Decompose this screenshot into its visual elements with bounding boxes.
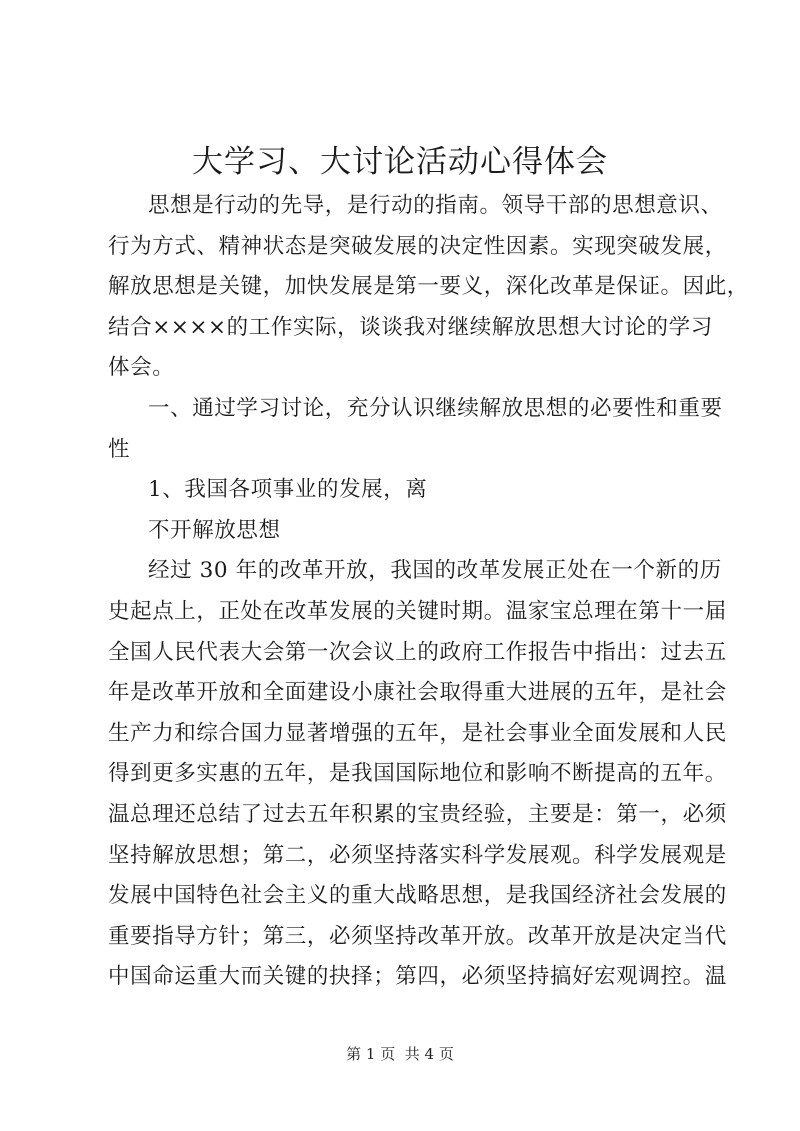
text-line: 史起点上，正处在改革发展的关键时期。温家宝总理在第十一届 bbox=[108, 598, 727, 624]
document-body bbox=[108, 186, 749, 998]
section-heading-line: 性 bbox=[108, 436, 131, 462]
text-line: 温总理还总结了过去五年积累的宝贵经验，主要是：第一，必须 bbox=[108, 801, 727, 827]
document-title: 大学习、大讨论活动心得体会 bbox=[192, 144, 608, 180]
text-line: 年是改革开放和全面建设小康社会取得重大进展的五年，是社会 bbox=[108, 680, 727, 706]
text-line: 解放思想是关键，加快发展是第一要义，深化改革是保证。因此， bbox=[108, 274, 749, 300]
text-line: 全国人民代表大会第一次会议上的政府工作报告中指出：过去五 bbox=[108, 639, 727, 665]
page-footer: 第 1 页 共 4 页 bbox=[346, 1045, 454, 1063]
text-line: 重要指导方针；第三，必须坚持改革开放。改革开放是决定当代 bbox=[108, 923, 727, 949]
text-line: 发展中国特色社会主义的重大战略思想，是我国经济社会发展的 bbox=[108, 883, 727, 909]
text-line: 行为方式、精神状态是突破发展的决定性因素。实现突破发展， bbox=[108, 233, 727, 259]
text-line: 结合××××的工作实际，谈谈我对继续解放思想大讨论的学习 bbox=[108, 314, 713, 340]
text-line: 得到更多实惠的五年，是我国国际地位和影响不断提高的五年。 bbox=[108, 761, 727, 787]
subheading-line: 1、我国各项事业的发展，离 bbox=[148, 477, 428, 503]
text-line: 生产力和综合国力显著增强的五年，是社会事业全面发展和人民 bbox=[108, 720, 727, 746]
text-line: 中国命运重大而关键的抉择；第四，必须坚持搞好宏观调控。温 bbox=[108, 964, 727, 990]
text-line: 经过 30 年的改革开放，我国的改革发展正处在一个新的历 bbox=[148, 558, 722, 584]
text-line: 坚持解放思想；第二，必须坚持落实科学发展观。科学发展观是 bbox=[108, 842, 727, 868]
section-heading-line: 一、通过学习讨论，充分认识继续解放思想的必要性和重要 bbox=[148, 395, 723, 421]
subheading-line: 不开解放思想 bbox=[148, 517, 281, 543]
text-line: 思想是行动的先导，是行动的指南。领导干部的思想意识、 bbox=[148, 193, 723, 218]
text-line: 体会。 bbox=[108, 355, 175, 381]
